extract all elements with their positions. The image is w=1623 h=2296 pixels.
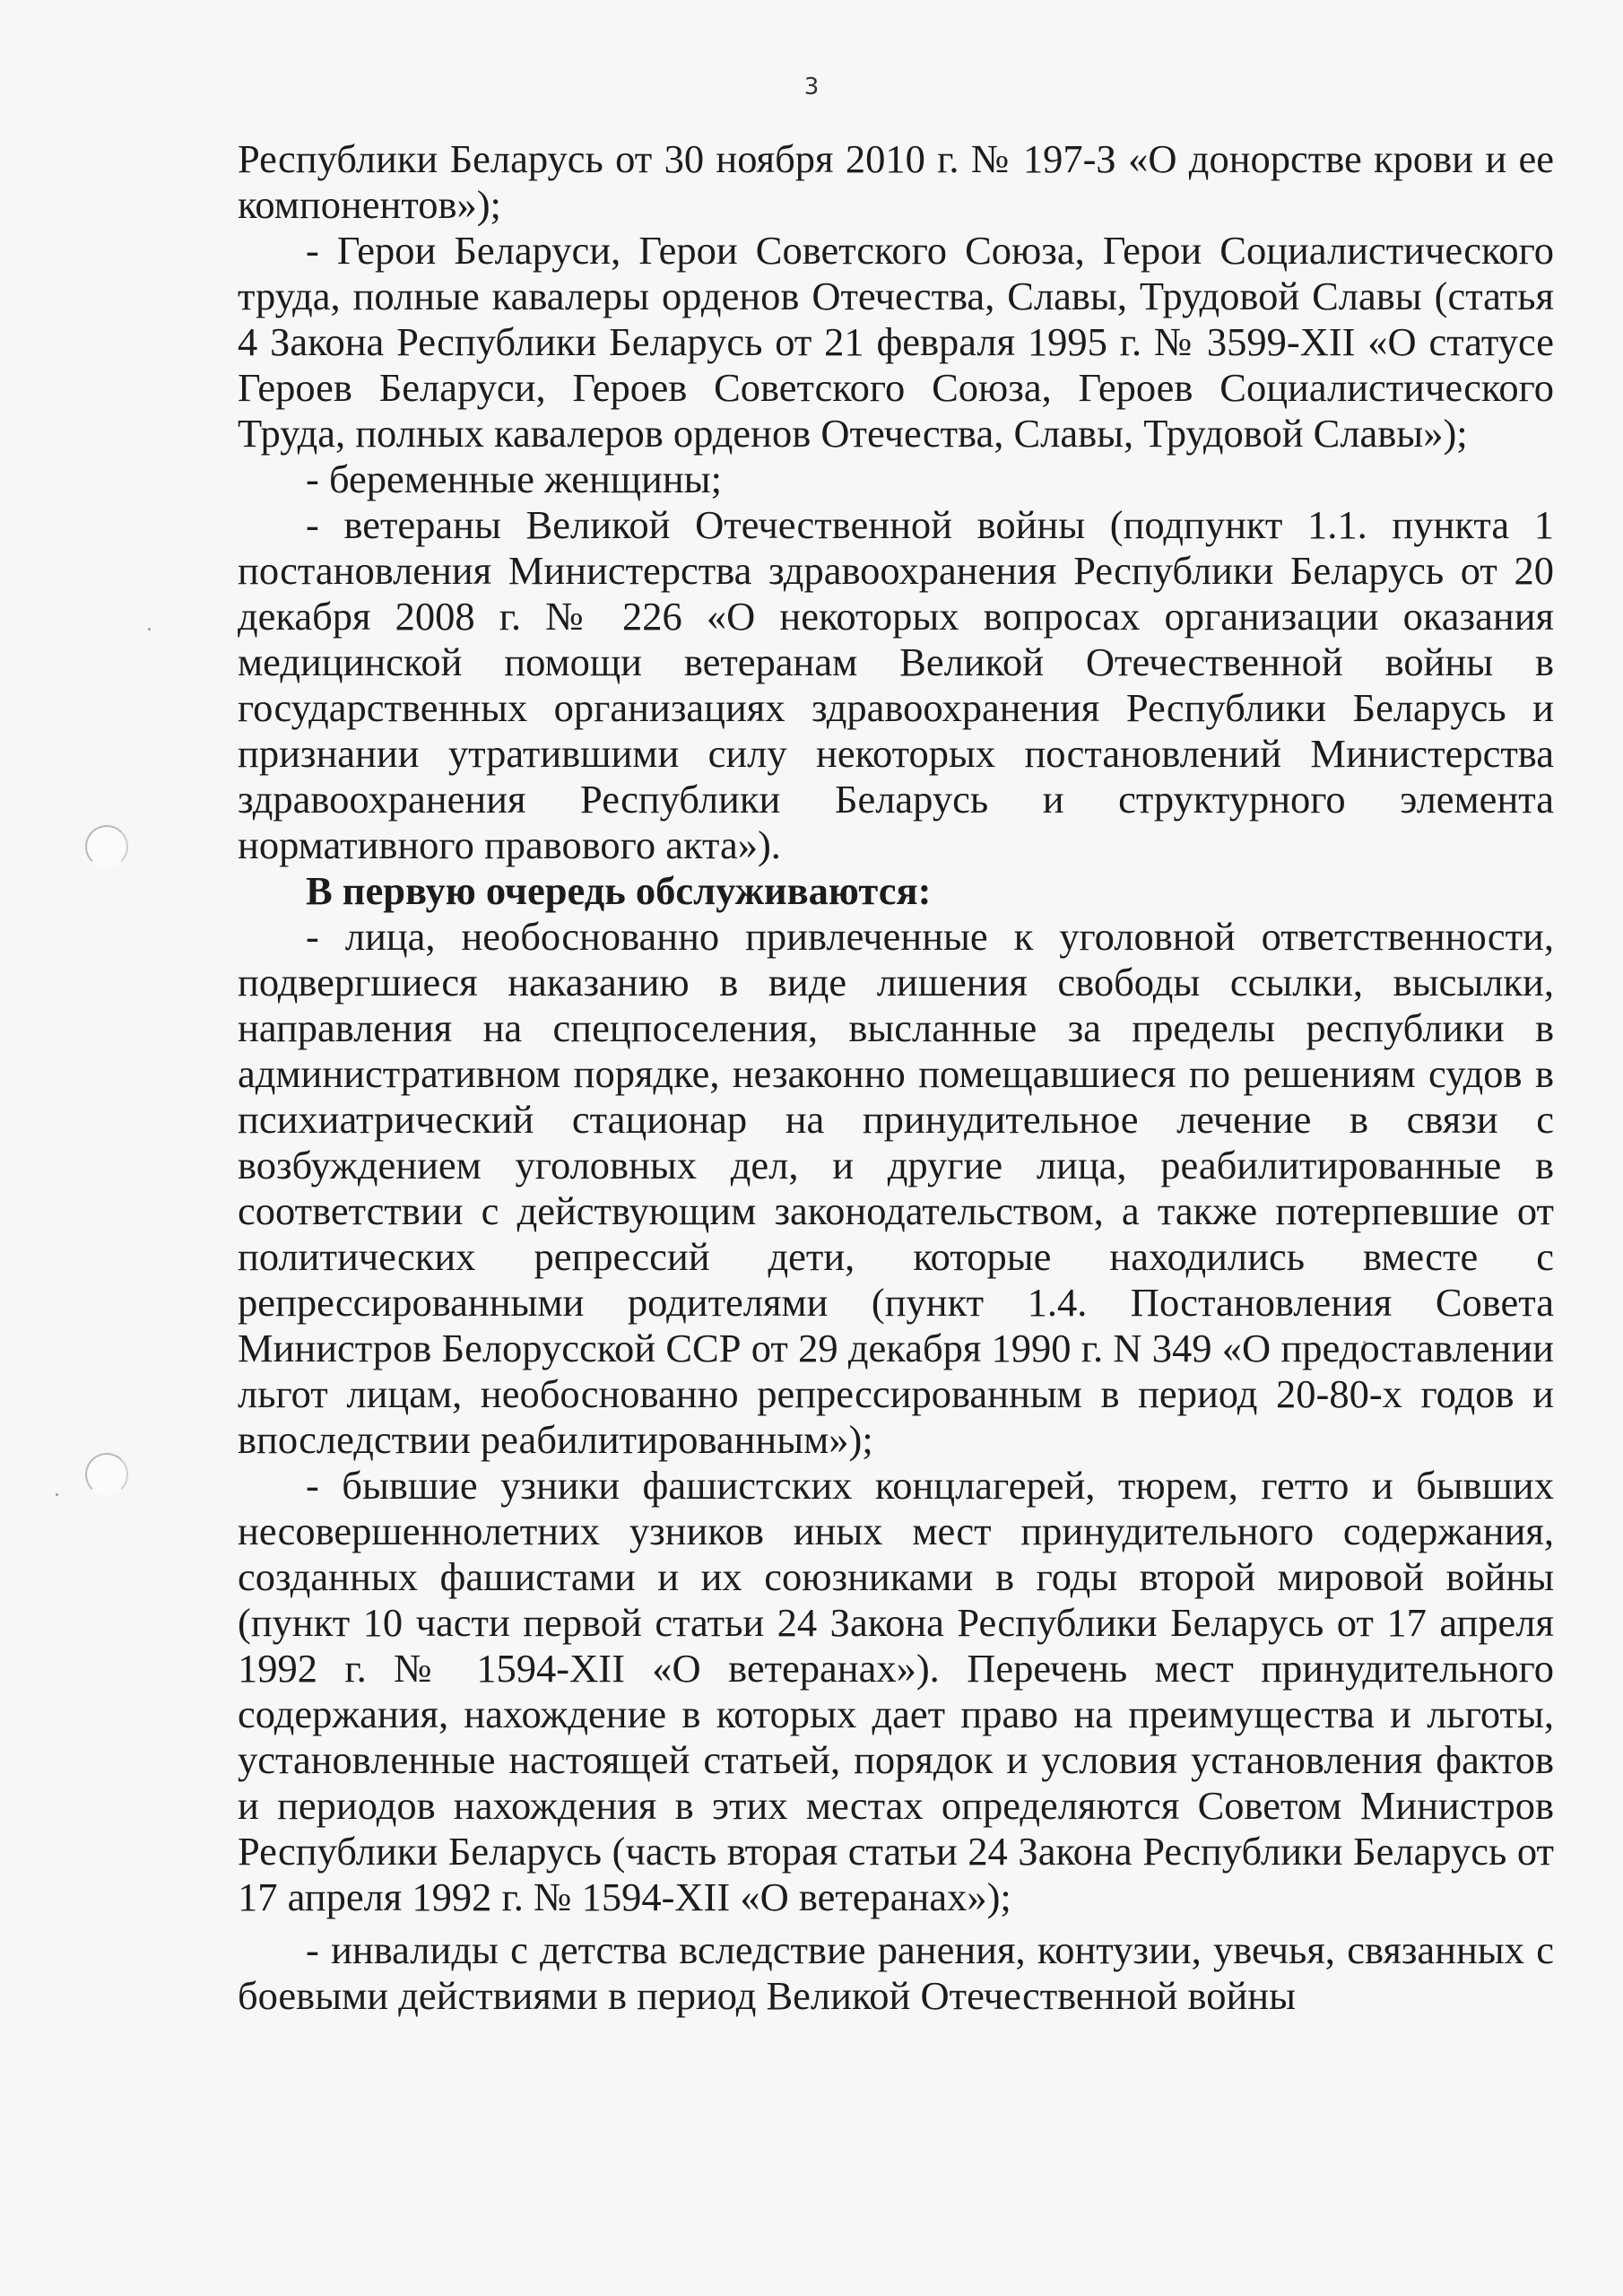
section-heading-priority: В первую очередь обслуживаются: (306, 868, 932, 913)
paragraph-repressed-persons: - лица, необоснованно привлеченные к уголовной ответственности, подвергшиеся наказанию в виде лишения свободы ссылки, высылки, направления на спецпоселения, высланные за пределы республики в административном порядке, незаконно помещавшиеся по решениям судов в психиатрический стационар на принудительное лечение в связи с возбуждением уголовных дел, и другие лица, реабилитированные в соответствии с действующим законодательством, а также потерпевшие от политических репрессий дети, которые находились вместе с репрессированными родителями (пункт 1.4. Постановления Совета Министров Белорусской ССР от 29 декабря 1990 г. N 349 «О предоставлении льгот лицам, необоснованно репрессированным в период 20-80-х годов и впоследствии реабилитированным»); (238, 914, 1554, 1462)
paragraph-heroes: - Герои Беларуси, Герои Советского Союза, Герои Социалистического труда, полные кавалеры орденов Отечества, Славы, Трудовой Славы (статья 4 Закона Республики Беларусь от 21 февраля 1995 г. № 3599-XII «О статусе Героев Беларуси, Героев Советского Союза, Героев Социалистического Труда, полных кавалеров орденов Отечества, Славы, Трудовой Славы»); (238, 228, 1554, 456)
punch-hole-top (85, 825, 128, 868)
paragraph-disabled-since-childhood: - инвалиды с детства вследствие ранения, контузии, увечья, связанных с боевыми действиями в период Великой Отечественной войны (238, 1927, 1554, 2018)
paragraph-concentration-camp-prisoners: - бывшие узники фашистских концлагерей, тюрем, гетто и бывших несовершеннолетних узников иных мест принудительного содержания, созданных фашистами и их союзниками в годы второй мировой войны (пункт 10 части первой статьи 24 Закона Республики Беларусь от 17 апреля 1992 г. № 1594-XII «О ветеранах»). Перечень мест принудительного содержания, нахождение в которых дает право на преимущества и льготы, установленные настоящей статьей, порядок и условия установления фактов и периодов нахождения в этих местах определяются Советом Министров Республики Беларусь (часть вторая статьи 24 Закона Республики Беларусь от 17 апреля 1992 г. № 1594-XII «О ветеранах»); (238, 1463, 1554, 1919)
scan-speck (148, 628, 151, 631)
scan-speck (56, 1493, 58, 1496)
paragraph-donor-continuation: Республики Беларусь от 30 ноября 2010 г. № 197-З «О донорстве крови и ее компонентов»); (238, 136, 1554, 227)
paragraph-pregnant-women: - беременные женщины; (306, 457, 722, 501)
punch-hole-bottom (85, 1453, 128, 1496)
paragraph-war-veterans: - ветераны Великой Отечественной войны (подпункт 1.1. пункта 1 постановления Министерства здравоохранения Республики Беларусь от 20 декабря 2008 г. № 226 «О некоторых вопросах организации оказания медицинской помощи ветеранам Великой Отечественной войны в государственных организациях здравоохранения Республики Беларусь и признании утратившими силу некоторых постановлений Министерства здравоохранения Республики Беларусь и структурного элемента нормативного правового акта»). (238, 502, 1554, 867)
page-number: 3 (803, 74, 820, 100)
document-body (238, 136, 1554, 2019)
